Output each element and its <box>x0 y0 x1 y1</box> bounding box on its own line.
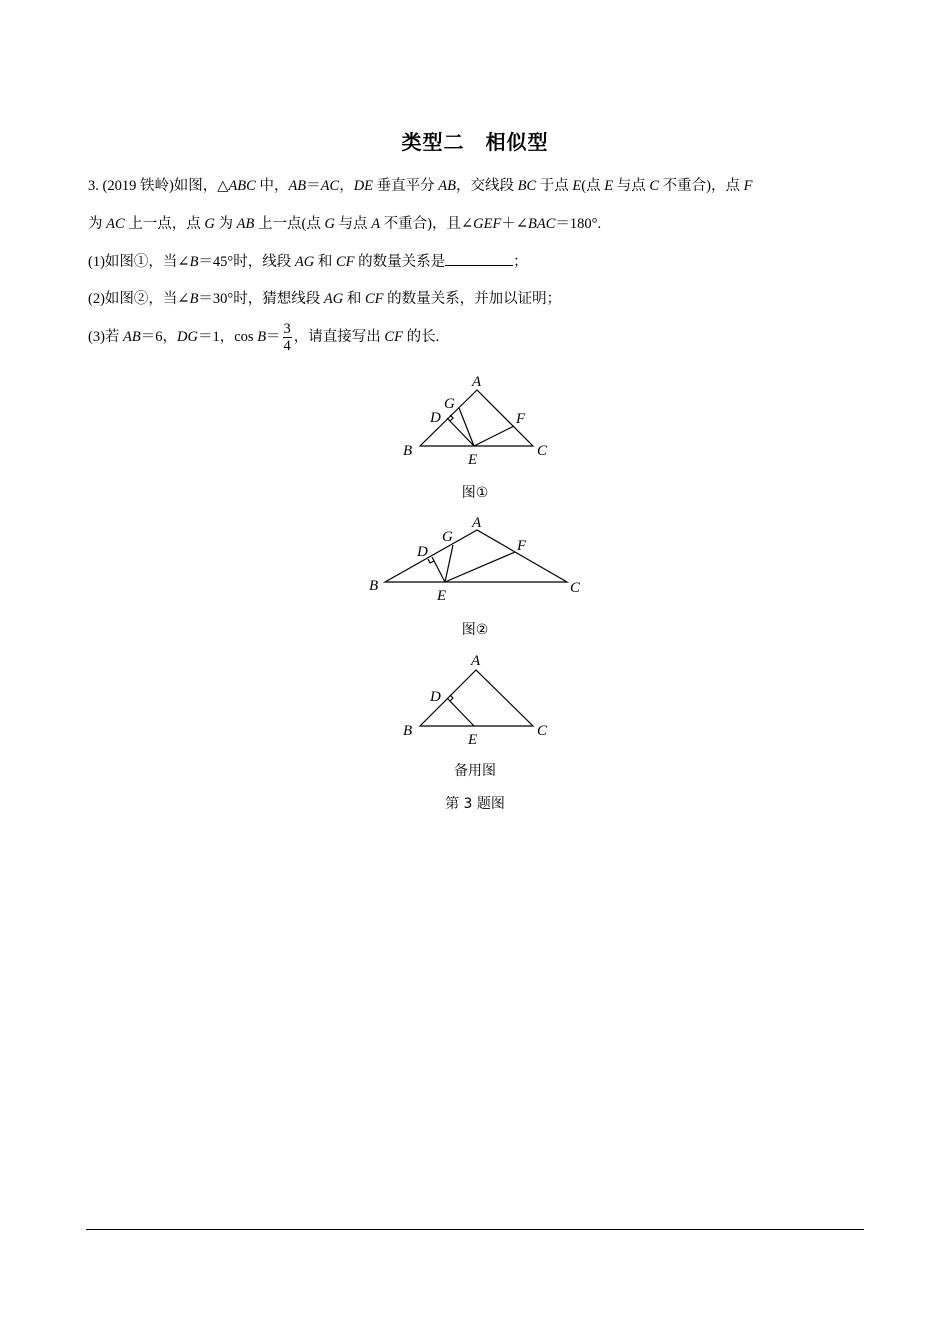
text: ＝30°时，猜想线段 <box>198 291 324 307</box>
figure-group-caption: 第 3 题图 <box>445 796 505 812</box>
numerator: 3 <box>283 321 291 337</box>
text: 中， <box>255 178 289 194</box>
figure-1 <box>403 374 548 468</box>
denominator: 4 <box>283 338 291 354</box>
label-g: G <box>442 529 453 545</box>
text: ＋∠ <box>501 216 528 232</box>
math: AC <box>320 178 340 194</box>
label-a: A <box>472 374 482 390</box>
text: ； <box>513 254 528 270</box>
math: DE <box>353 178 374 194</box>
math: AG <box>323 291 344 307</box>
segment-ge <box>445 545 453 582</box>
math: AC <box>106 216 125 232</box>
segment-fe <box>474 426 514 446</box>
math: G <box>324 216 335 232</box>
math: F <box>743 178 753 194</box>
text: 与点 <box>613 178 650 194</box>
math: AB <box>288 178 307 194</box>
figure-2 <box>369 515 581 604</box>
label-d: D <box>417 544 428 560</box>
label-e: E <box>468 732 478 748</box>
segment-de <box>447 418 474 446</box>
section-title: 类型二 相似型 <box>401 130 549 154</box>
math: AG <box>294 254 315 270</box>
math: GEF <box>473 216 502 232</box>
text: (2)如图②，当∠ <box>88 291 190 307</box>
text: 的数量关系是 <box>354 254 446 270</box>
math: ABC <box>228 178 256 194</box>
figure-1-caption: 图① <box>461 485 489 501</box>
text: 不重合)，且∠ <box>380 216 474 232</box>
text: ＝ <box>266 328 281 345</box>
label-e: E <box>468 452 478 468</box>
math: AB <box>123 328 141 345</box>
label-c: C <box>570 580 581 596</box>
text: ，请直接写出 <box>293 328 385 345</box>
label-c: C <box>537 443 548 459</box>
text: 上一点，点 <box>124 216 205 232</box>
math: DG <box>177 328 198 345</box>
math: CF <box>384 328 403 345</box>
text: 和 <box>314 254 336 270</box>
math: AB <box>438 178 457 194</box>
label-b: B <box>369 578 379 594</box>
text: 为 <box>88 216 107 232</box>
text: 3. (2019 铁岭)如图，△ <box>88 178 229 194</box>
segment-de <box>447 698 474 726</box>
text: ，交线段 <box>456 178 518 194</box>
text: 不重合)，点 <box>659 178 744 194</box>
text: ＝45°时，线段 <box>198 254 295 270</box>
label-f: F <box>516 411 526 427</box>
label-b: B <box>403 443 413 459</box>
text: 为 <box>214 216 237 232</box>
right-angle-mark <box>450 695 453 701</box>
text: ， <box>339 178 354 194</box>
triangle-abc <box>385 530 567 582</box>
math: CF <box>364 291 384 307</box>
label-d: D <box>430 689 441 705</box>
label-g: G <box>444 396 455 412</box>
label-f: F <box>517 538 527 554</box>
text: (1)如图①，当∠ <box>88 254 190 270</box>
label-a: A <box>472 515 482 531</box>
label-d: D <box>430 410 441 426</box>
figure-3-caption: 备用图 <box>454 763 496 779</box>
right-angle-mark <box>450 415 453 421</box>
segment-de <box>432 557 445 582</box>
math: G <box>204 216 215 232</box>
math: B <box>257 328 267 345</box>
text: 垂直平分 <box>373 178 439 194</box>
text: ＝6， <box>140 328 178 345</box>
figure-2-caption: 图② <box>461 622 489 638</box>
math: C <box>649 178 660 194</box>
math: E <box>572 178 582 194</box>
text: ＝180°. <box>555 216 602 232</box>
label-e: E <box>437 588 447 604</box>
math: BAC <box>528 216 556 232</box>
segment-ge <box>459 408 474 446</box>
text: 于点 <box>536 178 573 194</box>
segment-fe <box>445 552 515 582</box>
text: 上一点(点 <box>254 216 325 232</box>
text: (3)若 <box>88 328 124 345</box>
math: A <box>371 216 381 232</box>
text: 的长. <box>402 328 440 345</box>
figure-3 <box>403 653 548 748</box>
math: B <box>189 291 199 307</box>
text: ＝1，cos <box>197 328 258 345</box>
footer-rule <box>86 1229 864 1230</box>
text: (点 <box>581 178 605 194</box>
math: AB <box>236 216 255 232</box>
text: 与点 <box>334 216 372 232</box>
text: 和 <box>343 291 365 307</box>
text: 的数量关系，并加以证明； <box>383 291 562 307</box>
math: B <box>189 254 199 270</box>
label-c: C <box>537 723 548 739</box>
math: CF <box>335 254 355 270</box>
text: ＝ <box>306 178 321 194</box>
label-b: B <box>403 723 413 739</box>
math: BC <box>517 178 537 194</box>
math: E <box>604 178 614 194</box>
label-a: A <box>471 653 481 669</box>
